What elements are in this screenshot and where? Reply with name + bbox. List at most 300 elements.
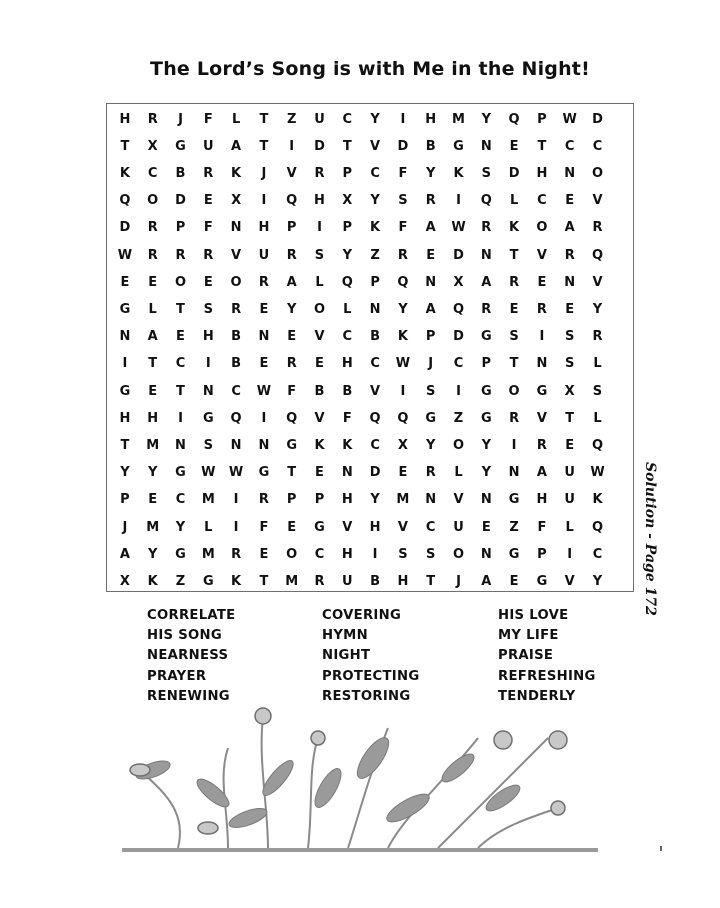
grid-letter[interactable]: R	[425, 465, 436, 481]
grid-letter[interactable]: O	[313, 301, 326, 317]
grid-letter[interactable]: B	[231, 329, 242, 345]
grid-letter[interactable]: K	[592, 492, 603, 508]
grid-letter[interactable]: C	[370, 356, 380, 372]
grid-letter[interactable]: B	[370, 329, 381, 345]
grid-letter[interactable]: S	[509, 329, 519, 345]
grid-letter[interactable]: I	[400, 383, 406, 399]
grid-letter[interactable]: E	[315, 465, 324, 481]
grid-letter[interactable]: W	[451, 220, 466, 236]
grid-letter[interactable]: W	[562, 111, 577, 127]
grid-letter[interactable]: P	[481, 356, 492, 372]
grid-letter[interactable]: V	[314, 329, 325, 345]
grid-letter[interactable]: F	[287, 383, 297, 399]
grid-letter[interactable]: U	[564, 465, 575, 481]
grid-letter[interactable]: J	[122, 519, 128, 535]
grid-letter[interactable]: O	[286, 546, 298, 562]
grid-letter[interactable]: H	[536, 492, 548, 508]
grid-letter[interactable]: Z	[175, 573, 186, 589]
grid-letter[interactable]: N	[425, 274, 437, 290]
grid-letter[interactable]: O	[508, 383, 520, 399]
grid-letter[interactable]: E	[509, 301, 519, 317]
grid-letter[interactable]: G	[508, 492, 520, 508]
grid-letter[interactable]: T	[259, 111, 269, 127]
grid-letter[interactable]: E	[565, 301, 575, 317]
grid-letter[interactable]: A	[231, 138, 242, 154]
grid-letter[interactable]: I	[233, 519, 239, 535]
grid-letter[interactable]: V	[536, 247, 547, 263]
grid-letter[interactable]: V	[453, 492, 464, 508]
grid-letter[interactable]: M	[396, 492, 410, 508]
grid-letter[interactable]: B	[370, 573, 381, 589]
grid-letter[interactable]: Z	[509, 519, 519, 535]
grid-letter[interactable]: K	[314, 437, 325, 453]
grid-letter[interactable]: V	[370, 138, 381, 154]
grid-letter[interactable]: C	[453, 356, 464, 372]
grid-letter[interactable]: G	[175, 138, 186, 154]
grid-letter[interactable]: L	[454, 465, 463, 481]
grid-letter[interactable]: R	[481, 301, 492, 317]
grid-letter[interactable]: T	[176, 301, 185, 317]
grid-letter[interactable]: G	[202, 410, 214, 426]
grid-letter[interactable]: Y	[425, 165, 436, 181]
grid-letter[interactable]: I	[539, 329, 545, 345]
grid-letter[interactable]: O	[591, 165, 604, 181]
grid-letter[interactable]: O	[147, 193, 159, 209]
grid-letter[interactable]: Y	[481, 111, 491, 127]
grid-letter[interactable]: B	[425, 138, 436, 154]
grid-letter[interactable]: A	[481, 274, 492, 290]
grid-letter[interactable]: K	[370, 220, 381, 236]
grid-letter[interactable]: Y	[370, 492, 380, 508]
grid-letter[interactable]: H	[258, 220, 270, 236]
grid-letter[interactable]: R	[231, 546, 242, 562]
grid-letter[interactable]: S	[481, 165, 491, 181]
grid-letter[interactable]: C	[314, 546, 325, 562]
grid-letter[interactable]: O	[536, 220, 548, 236]
grid-letter[interactable]: Q	[480, 193, 492, 209]
grid-letter[interactable]: V	[342, 519, 353, 535]
grid-letter[interactable]: R	[509, 274, 520, 290]
grid-letter[interactable]: G	[508, 546, 520, 562]
grid-letter[interactable]: G	[119, 383, 131, 399]
grid-letter[interactable]: X	[453, 274, 464, 290]
grid-letter[interactable]: G	[536, 573, 548, 589]
grid-letter[interactable]: Q	[591, 247, 604, 263]
grid-letter[interactable]: U	[453, 519, 464, 535]
grid-letter[interactable]: X	[564, 383, 575, 399]
grid-letter[interactable]: G	[175, 546, 186, 562]
grid-letter[interactable]: S	[398, 546, 408, 562]
grid-letter[interactable]: Y	[481, 465, 491, 481]
grid-letter[interactable]: L	[565, 519, 574, 535]
grid-letter[interactable]: I	[372, 546, 378, 562]
grid-letter[interactable]: W	[201, 465, 216, 481]
grid-letter[interactable]: L	[343, 301, 352, 317]
grid-letter[interactable]: D	[369, 465, 381, 481]
grid-letter[interactable]: V	[592, 274, 603, 290]
grid-letter[interactable]: E	[120, 274, 130, 290]
grid-letter[interactable]: Y	[481, 437, 491, 453]
grid-letter[interactable]: R	[147, 220, 158, 236]
grid-letter[interactable]: F	[342, 410, 352, 426]
grid-letter[interactable]: F	[398, 165, 408, 181]
grid-letter[interactable]: L	[148, 301, 157, 317]
grid-letter[interactable]: T	[565, 410, 575, 426]
grid-letter[interactable]: L	[509, 193, 519, 209]
grid-letter[interactable]: N	[202, 383, 214, 399]
grid-letter[interactable]: G	[480, 329, 492, 345]
grid-letter[interactable]: N	[258, 329, 270, 345]
grid-letter[interactable]: R	[425, 193, 436, 209]
grid-letter[interactable]: M	[146, 519, 160, 535]
grid-letter[interactable]: N	[508, 465, 520, 481]
grid-letter[interactable]: A	[286, 274, 297, 290]
grid-letter[interactable]: N	[480, 546, 492, 562]
grid-letter[interactable]: G	[119, 301, 131, 317]
grid-letter[interactable]: U	[314, 111, 325, 127]
grid-letter[interactable]: F	[203, 220, 213, 236]
grid-letter[interactable]: A	[119, 546, 130, 562]
grid-letter[interactable]: R	[147, 111, 158, 127]
grid-letter[interactable]: G	[175, 465, 186, 481]
grid-letter[interactable]: K	[342, 437, 353, 453]
grid-letter[interactable]: N	[119, 329, 131, 345]
grid-letter[interactable]: T	[342, 138, 352, 154]
grid-letter[interactable]: D	[453, 329, 464, 345]
grid-letter[interactable]: L	[231, 111, 241, 127]
grid-letter[interactable]: P	[314, 492, 325, 508]
grid-letter[interactable]: R	[536, 301, 547, 317]
grid-letter[interactable]: I	[456, 383, 461, 399]
grid-letter[interactable]: U	[258, 247, 270, 263]
grid-letter[interactable]: Z	[286, 111, 297, 127]
grid-letter[interactable]: I	[317, 220, 322, 236]
grid-letter[interactable]: C	[537, 193, 547, 209]
grid-letter[interactable]: J	[428, 356, 434, 372]
grid-letter[interactable]: R	[592, 329, 603, 345]
grid-letter[interactable]: B	[175, 165, 186, 181]
grid-letter[interactable]: I	[289, 138, 295, 154]
grid-letter[interactable]: Y	[175, 519, 186, 535]
grid-letter[interactable]: Y	[147, 546, 158, 562]
grid-letter[interactable]: B	[231, 356, 242, 372]
grid-letter[interactable]: Q	[341, 274, 353, 290]
grid-letter[interactable]: G	[286, 437, 298, 453]
grid-letter[interactable]: C	[342, 111, 353, 127]
grid-letter[interactable]: G	[258, 465, 270, 481]
grid-letter[interactable]: S	[203, 437, 213, 453]
grid-letter[interactable]: R	[258, 492, 269, 508]
grid-letter[interactable]: M	[201, 546, 215, 562]
grid-letter[interactable]: S	[398, 193, 408, 209]
grid-letter[interactable]: Q	[591, 519, 604, 535]
grid-letter[interactable]: G	[480, 383, 492, 399]
grid-letter[interactable]: S	[592, 383, 603, 399]
grid-letter[interactable]: N	[564, 165, 576, 181]
grid-letter[interactable]: U	[342, 573, 353, 589]
grid-letter[interactable]: L	[204, 519, 213, 535]
grid-letter[interactable]: K	[147, 573, 158, 589]
grid-letter[interactable]: K	[397, 329, 408, 345]
grid-letter[interactable]: H	[119, 410, 131, 426]
grid-letter[interactable]: T	[287, 465, 297, 481]
grid-letter[interactable]: E	[509, 573, 519, 589]
grid-letter[interactable]: Y	[147, 465, 158, 481]
grid-letter[interactable]: M	[201, 492, 215, 508]
grid-letter[interactable]: L	[593, 410, 602, 426]
grid-letter[interactable]: D	[119, 220, 131, 236]
grid-letter[interactable]: H	[369, 519, 381, 535]
grid-letter[interactable]: R	[258, 274, 269, 290]
grid-letter[interactable]: M	[146, 437, 160, 453]
grid-letter[interactable]: Y	[592, 573, 603, 589]
grid-letter[interactable]: Q	[369, 410, 381, 426]
grid-letter[interactable]: E	[315, 356, 324, 372]
grid-letter[interactable]: E	[148, 383, 158, 399]
grid-letter[interactable]: R	[481, 220, 492, 236]
grid-letter[interactable]: K	[119, 165, 130, 181]
grid-letter[interactable]: G	[453, 138, 464, 154]
grid-letter[interactable]: I	[122, 356, 128, 372]
grid-letter[interactable]: E	[148, 492, 158, 508]
grid-letter[interactable]: H	[341, 492, 353, 508]
grid-letter[interactable]: A	[536, 465, 547, 481]
grid-letter[interactable]: S	[426, 383, 436, 399]
grid-letter[interactable]: V	[314, 410, 325, 426]
grid-letter[interactable]: Y	[592, 301, 603, 317]
grid-letter[interactable]: H	[425, 111, 437, 127]
grid-letter[interactable]: E	[176, 329, 185, 345]
grid-letter[interactable]: O	[452, 546, 465, 562]
grid-letter[interactable]: C	[175, 356, 186, 372]
grid-letter[interactable]: H	[119, 111, 131, 127]
grid-letter[interactable]: H	[341, 546, 353, 562]
grid-letter[interactable]: N	[425, 492, 437, 508]
grid-letter[interactable]: G	[536, 383, 548, 399]
grid-letter[interactable]: O	[452, 437, 465, 453]
grid-letter[interactable]: G	[314, 519, 325, 535]
grid-letter[interactable]: N	[230, 220, 242, 236]
grid-letter[interactable]: C	[564, 138, 575, 154]
grid-letter[interactable]: R	[314, 165, 325, 181]
grid-letter[interactable]: W	[256, 383, 272, 399]
grid-letter[interactable]: E	[203, 193, 213, 209]
grid-letter[interactable]: R	[397, 247, 408, 263]
grid-letter[interactable]: A	[425, 220, 436, 236]
grid-letter[interactable]: N	[480, 247, 492, 263]
grid-letter[interactable]: E	[398, 465, 408, 481]
grid-letter[interactable]: U	[203, 138, 214, 154]
grid-letter[interactable]: E	[565, 437, 575, 453]
grid-letter[interactable]: X	[119, 573, 130, 589]
grid-letter[interactable]: K	[509, 220, 520, 236]
grid-letter[interactable]: Y	[398, 301, 408, 317]
grid-letter[interactable]: F	[398, 220, 408, 236]
grid-letter[interactable]: C	[592, 546, 603, 562]
grid-letter[interactable]: P	[286, 492, 297, 508]
grid-letter[interactable]: V	[231, 247, 242, 263]
grid-letter[interactable]: Z	[453, 410, 464, 426]
grid-letter[interactable]: E	[259, 356, 269, 372]
grid-letter[interactable]: P	[120, 492, 130, 508]
grid-letter[interactable]: H	[397, 573, 409, 589]
grid-letter[interactable]: R	[286, 247, 297, 263]
grid-letter[interactable]: P	[537, 111, 547, 127]
grid-letter[interactable]: W	[590, 465, 605, 481]
grid-letter[interactable]: T	[509, 247, 519, 263]
grid-letter[interactable]: N	[258, 437, 270, 453]
grid-letter[interactable]: Y	[370, 111, 380, 127]
grid-letter[interactable]: Q	[508, 111, 520, 127]
grid-letter[interactable]: I	[205, 356, 211, 372]
grid-letter[interactable]: L	[315, 274, 324, 290]
grid-letter[interactable]: E	[509, 138, 519, 154]
grid-letter[interactable]: T	[259, 138, 269, 154]
grid-letter[interactable]: P	[286, 220, 297, 236]
grid-letter[interactable]: R	[592, 220, 603, 236]
grid-letter[interactable]: X	[231, 193, 242, 209]
grid-letter[interactable]: D	[397, 138, 409, 154]
grid-letter[interactable]: I	[261, 410, 267, 426]
grid-letter[interactable]: T	[259, 573, 269, 589]
grid-letter[interactable]: R	[286, 356, 297, 372]
grid-letter[interactable]: R	[203, 247, 214, 263]
grid-letter[interactable]: A	[425, 301, 436, 317]
grid-letter[interactable]: W	[228, 465, 244, 481]
grid-letter[interactable]: E	[287, 329, 297, 345]
grid-letter[interactable]: R	[509, 410, 520, 426]
grid-letter[interactable]: K	[231, 165, 242, 181]
grid-letter[interactable]: N	[341, 465, 353, 481]
grid-letter[interactable]: X	[397, 437, 408, 453]
grid-letter[interactable]: N	[536, 356, 548, 372]
grid-letter[interactable]: R	[231, 301, 242, 317]
grid-letter[interactable]: S	[565, 356, 575, 372]
grid-letter[interactable]: J	[261, 165, 267, 181]
grid-letter[interactable]: V	[286, 165, 297, 181]
grid-letter[interactable]: Q	[286, 193, 298, 209]
grid-letter[interactable]: S	[203, 301, 213, 317]
grid-letter[interactable]: X	[147, 138, 158, 154]
grid-letter[interactable]: E	[287, 519, 297, 535]
grid-letter[interactable]: X	[342, 193, 353, 209]
grid-letter[interactable]: V	[536, 410, 547, 426]
grid-letter[interactable]: R	[536, 437, 547, 453]
grid-letter[interactable]: Q	[397, 274, 409, 290]
grid-letter[interactable]: Q	[286, 410, 298, 426]
grid-letter[interactable]: U	[564, 492, 575, 508]
grid-letter[interactable]: Z	[370, 247, 380, 263]
grid-letter[interactable]: S	[314, 247, 325, 263]
grid-letter[interactable]: P	[342, 165, 353, 181]
grid-letter[interactable]: T	[426, 573, 436, 589]
grid-letter[interactable]: G	[425, 410, 437, 426]
grid-letter[interactable]: W	[117, 247, 133, 263]
grid-letter[interactable]: E	[148, 274, 158, 290]
grid-letter[interactable]: C	[147, 165, 158, 181]
grid-letter[interactable]: I	[456, 193, 461, 209]
grid-letter[interactable]: C	[175, 492, 186, 508]
grid-letter[interactable]: H	[202, 329, 214, 345]
grid-letter[interactable]: J	[456, 573, 461, 589]
grid-letter[interactable]: P	[175, 220, 186, 236]
grid-letter[interactable]: N	[564, 274, 576, 290]
grid-letter[interactable]: P	[537, 546, 547, 562]
grid-letter[interactable]: E	[259, 546, 269, 562]
grid-letter[interactable]: L	[593, 356, 602, 372]
grid-letter[interactable]: C	[592, 138, 603, 154]
grid-letter[interactable]: R	[203, 165, 214, 181]
grid-letter[interactable]: I	[567, 546, 573, 562]
grid-letter[interactable]: D	[453, 247, 464, 263]
grid-letter[interactable]: V	[370, 383, 381, 399]
grid-letter[interactable]: A	[147, 329, 158, 345]
grid-letter[interactable]: N	[369, 301, 381, 317]
grid-letter[interactable]: H	[536, 165, 548, 181]
grid-letter[interactable]: I	[178, 410, 183, 426]
grid-letter[interactable]: E	[481, 519, 491, 535]
grid-letter[interactable]: K	[453, 165, 464, 181]
grid-letter[interactable]: F	[203, 111, 213, 127]
grid-letter[interactable]: C	[370, 437, 380, 453]
grid-letter[interactable]: K	[231, 573, 242, 589]
grid-letter[interactable]: Q	[397, 410, 409, 426]
grid-letter[interactable]: M	[452, 111, 465, 127]
grid-letter[interactable]: S	[426, 546, 436, 562]
grid-letter[interactable]: T	[148, 356, 158, 372]
grid-letter[interactable]: Y	[120, 465, 130, 481]
grid-letter[interactable]: Y	[370, 193, 380, 209]
grid-letter[interactable]: F	[537, 519, 547, 535]
grid-letter[interactable]: E	[259, 301, 269, 317]
grid-letter[interactable]: T	[120, 138, 130, 154]
grid-letter[interactable]: G	[202, 573, 214, 589]
grid-letter[interactable]: Y	[286, 301, 297, 317]
grid-letter[interactable]: P	[425, 329, 436, 345]
grid-letter[interactable]: Q	[591, 437, 604, 453]
grid-letter[interactable]: I	[511, 437, 517, 453]
grid-letter[interactable]: I	[400, 111, 406, 127]
grid-letter[interactable]: J	[178, 111, 183, 127]
grid-letter[interactable]: C	[342, 329, 353, 345]
grid-letter[interactable]: H	[147, 410, 159, 426]
grid-letter[interactable]: V	[592, 193, 603, 209]
grid-letter[interactable]: M	[285, 573, 299, 589]
grid-letter[interactable]: E	[537, 274, 547, 290]
grid-letter[interactable]: A	[481, 573, 492, 589]
grid-letter[interactable]: T	[509, 356, 519, 372]
grid-letter[interactable]: V	[397, 519, 408, 535]
grid-letter[interactable]: T	[120, 437, 130, 453]
grid-letter[interactable]: Y	[425, 437, 436, 453]
grid-letter[interactable]: A	[564, 220, 575, 236]
grid-letter[interactable]: R	[147, 247, 158, 263]
grid-letter[interactable]: G	[480, 410, 492, 426]
grid-letter[interactable]: E	[426, 247, 436, 263]
grid-letter[interactable]: P	[370, 274, 380, 290]
grid-letter[interactable]: C	[425, 519, 436, 535]
grid-letter[interactable]: P	[342, 220, 353, 236]
grid-letter[interactable]: E	[203, 274, 213, 290]
grid-letter[interactable]: C	[231, 383, 241, 399]
grid-letter[interactable]: H	[341, 356, 353, 372]
grid-letter[interactable]: V	[564, 573, 575, 589]
grid-letter[interactable]: Q	[230, 410, 242, 426]
grid-letter[interactable]: B	[342, 383, 353, 399]
grid-letter[interactable]: O	[174, 274, 187, 290]
grid-letter[interactable]: Q	[452, 301, 465, 317]
grid-letter[interactable]: D	[175, 193, 186, 209]
